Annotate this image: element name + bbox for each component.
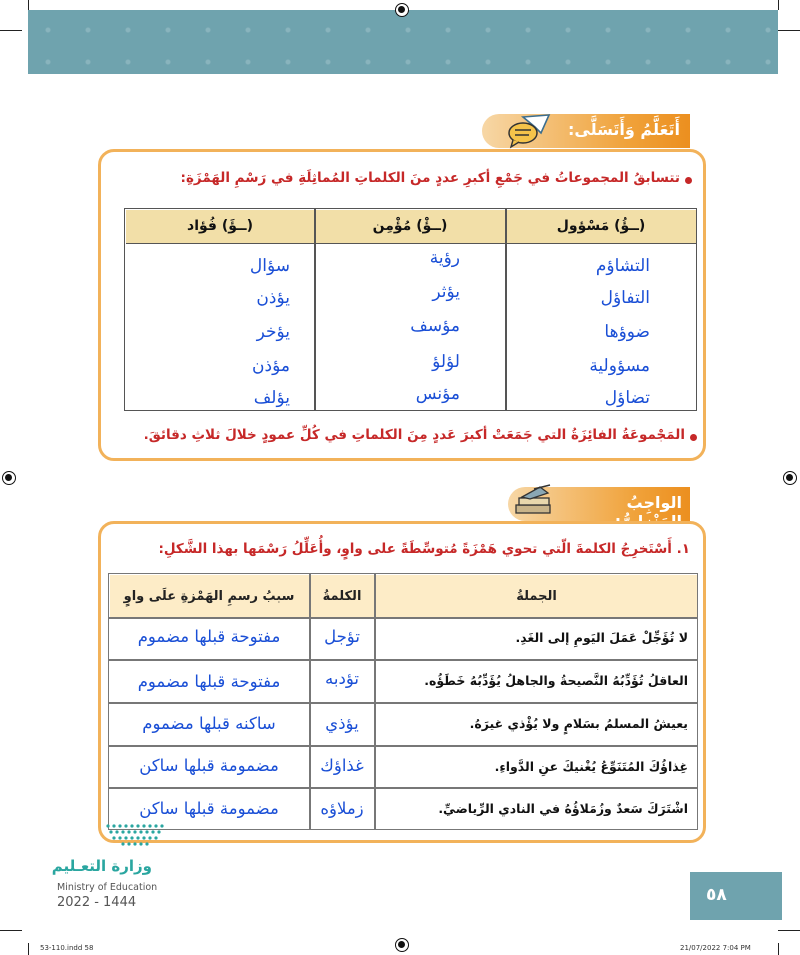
column-header-word: الكلمةُ [322, 589, 362, 604]
reason-answer: ساكنه قبلها مضموم [142, 714, 276, 733]
column-header-maftuh: (ــؤَ) فُؤاد [187, 218, 253, 234]
crop-mark [778, 30, 800, 31]
reason-answer: مضمومة قبلها ساكن [139, 756, 279, 775]
list-item: يؤذن [256, 288, 290, 308]
learn-prompt: تتسابقُ المجموعاتُ في جَمْعِ أكبرِ عددٍ منَ الكلماتِ المُماثِلَةِ في رَسْمِ الهَمْزَةِ: [180, 170, 680, 186]
winner-note: المَجْموعَةُ الفائِزَةُ التي جَمَعَتْ أكبرَ عَددٍ مِنَ الكلماتِ في كُلِّ عمودٍ خلالَ ثلاثِ دقائقَ. [143, 427, 685, 443]
list-item: مؤذن [252, 356, 290, 376]
reason-answer: مفتوحة قبلها مضموم [137, 627, 281, 646]
list-item: لؤلؤ [432, 352, 460, 372]
word-answer: يؤذي [325, 714, 359, 733]
chat-bubbles-icon [505, 113, 551, 149]
word-answer: تؤجل [324, 627, 360, 646]
crop-mark [0, 30, 22, 31]
page-number: ٥٨ [706, 885, 727, 905]
column-divider [374, 573, 376, 830]
ministry-name-arabic: وزارة التعـليم [51, 857, 152, 875]
crop-mark [28, 0, 29, 10]
page-number-bar [690, 872, 782, 920]
reason-answer: مفتوحة قبلها مضموم [137, 672, 281, 691]
crop-mark [778, 0, 779, 10]
word-answer: تؤدبه [325, 669, 359, 688]
learn-section-title: أَتَعَلَّمُ وَأَتَسَلَّى: [567, 120, 680, 139]
list-item: ضوؤها [604, 322, 650, 342]
homework-section-title: الواجِبُ [626, 493, 682, 512]
registration-mark-icon [395, 938, 409, 952]
registration-mark-icon [783, 471, 797, 485]
word-answer: غذاؤك [320, 756, 364, 775]
column-divider [314, 209, 316, 410]
ministry-name-english: Ministry of Education [57, 882, 158, 893]
column-header-marfu: (ــؤُ) مَسْؤول [556, 218, 646, 234]
row-divider [108, 702, 698, 704]
crop-mark [28, 943, 29, 955]
column-divider [309, 573, 311, 830]
reason-answer: مضمومة قبلها ساكن [139, 799, 279, 818]
row-divider [108, 787, 698, 789]
list-item: يؤلف [253, 388, 290, 408]
print-slug-file: 53-110.indd 58 [40, 944, 94, 952]
sentence-cell: يعيشُ المسلمُ بسَلامٍ ولا يُؤْذي غيرَهُ. [469, 716, 688, 731]
row-divider [108, 617, 698, 619]
word-answer: زملاؤه [320, 799, 364, 818]
list-item: يؤثر [432, 282, 460, 302]
print-slug-date: 21/07/2022 7:04 PM [680, 944, 751, 952]
crop-mark [778, 930, 800, 931]
registration-mark-icon [395, 3, 409, 17]
sentence-cell: العاقلُ تُؤَدِّبُهُ النَّصيحةُ والجاهلُ يُؤَدِّبُهُ خَطَؤُه. [424, 673, 688, 688]
sentence-cell: اشْتَرَكَ سَعدٌ وزُمَلاؤُهُ في النادي الرِّياضيِّ. [438, 801, 688, 816]
list-item: تضاؤل [604, 388, 650, 408]
list-item: مسؤولية [589, 356, 650, 376]
list-item: التفاؤل [600, 288, 650, 308]
banner-pattern [28, 10, 778, 74]
list-item: رؤية [429, 248, 460, 268]
crop-mark [0, 930, 22, 931]
crop-mark [778, 943, 779, 955]
sentence-cell: غِذاؤُكَ المُتَنَوِّعُ يُغْنيكَ عنِ الدَّواءِ. [494, 759, 688, 774]
column-divider [505, 209, 507, 410]
ministry-logo-icon [104, 822, 168, 850]
row-divider [108, 745, 698, 747]
books-icon [510, 483, 556, 519]
bullet-icon [685, 177, 692, 184]
sentence-cell: لا تُؤَجِّلْ عَمَلَ اليَومِ إلى الغَدِ. [515, 630, 688, 645]
column-header-sakin: (ــؤْ) مُؤْمِن [372, 218, 448, 234]
bullet-icon [690, 434, 697, 441]
list-item: التشاؤم [595, 256, 650, 276]
list-item: مؤنس [415, 384, 460, 404]
column-header-sentence: الجملةُ [516, 589, 557, 604]
column-header-reason: سببُ رسمِ الهَمْزةِ علَى واوٍ [123, 589, 295, 604]
edition-year: 2022 - 1444 [57, 895, 137, 910]
row-divider [108, 659, 698, 661]
registration-mark-icon [2, 471, 16, 485]
list-item: يؤخر [256, 322, 290, 342]
homework-prompt: ١. أَسْتَخرِجُ الكلمةَ الّتي تحوي هَمْزَةً مُتوسِّطَةً على واوٍ، وأُعَلِّلُ رَسْمَها بهذا الشَّكلِ: [158, 541, 690, 557]
list-item: سؤال [249, 256, 290, 276]
list-item: مؤسف [410, 316, 460, 336]
